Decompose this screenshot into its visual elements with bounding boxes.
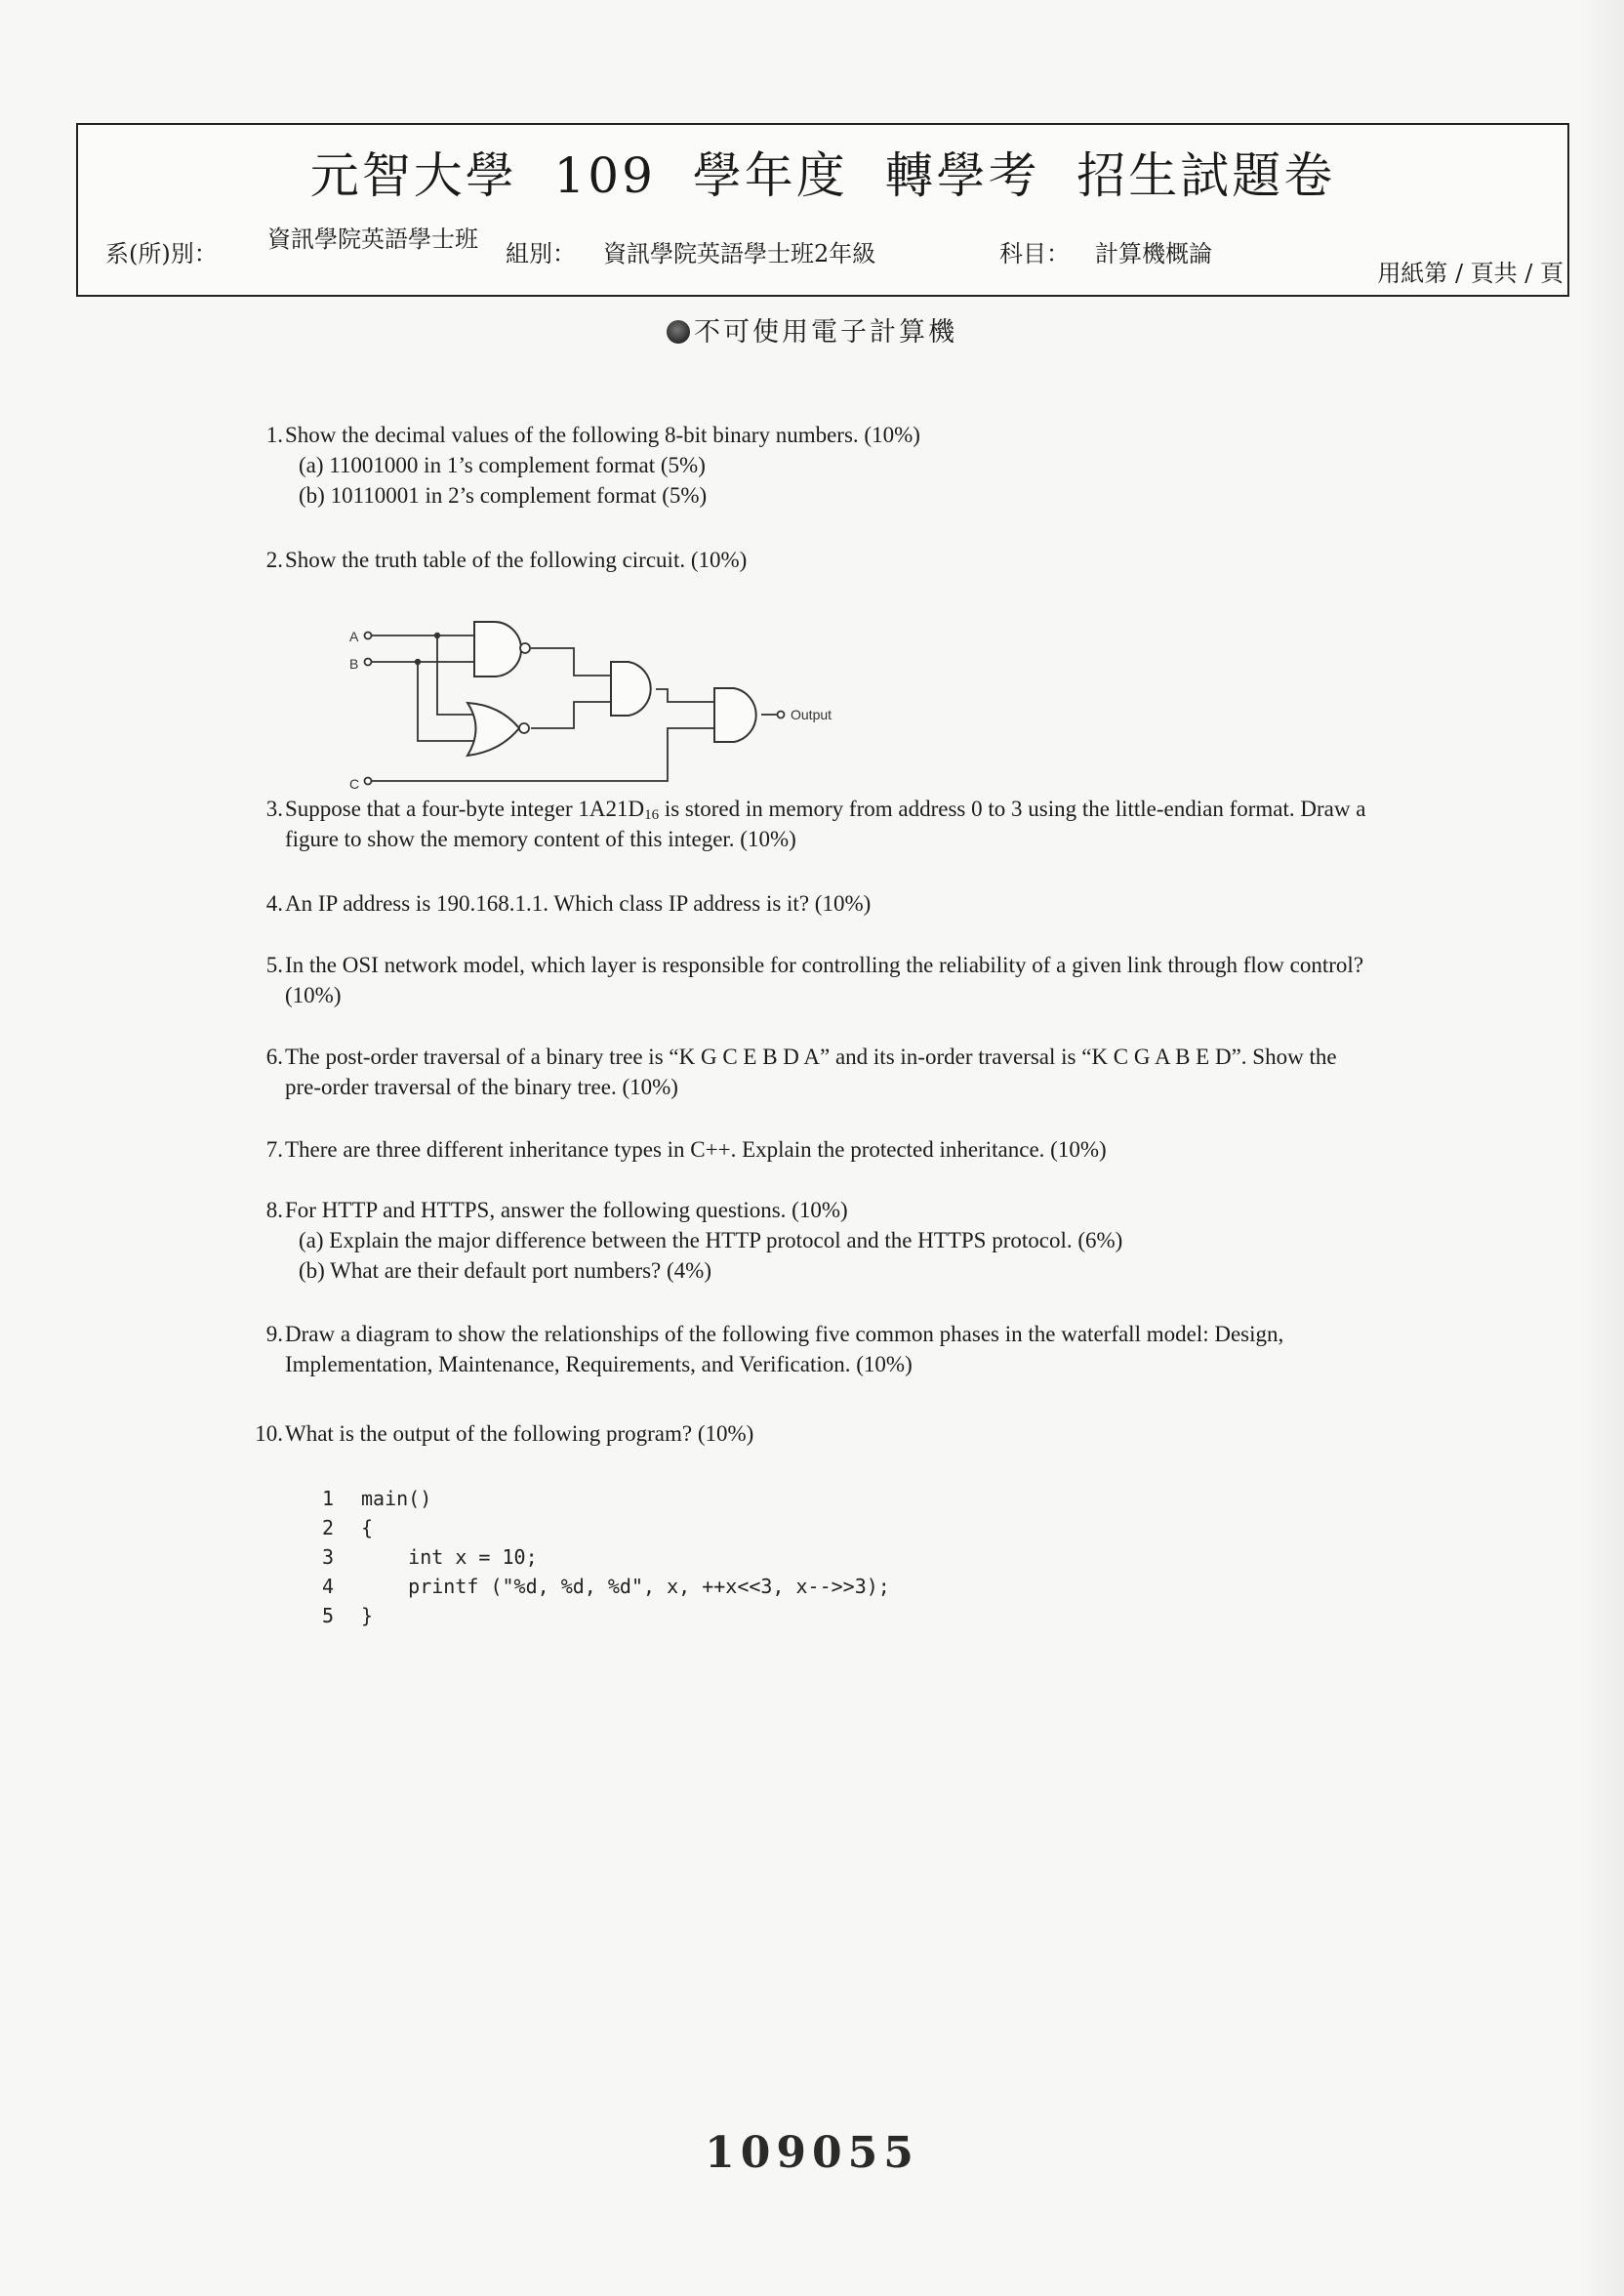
exam-serial-number: 109055 xyxy=(705,2128,919,2178)
nor-gate xyxy=(467,703,519,756)
question-number: 2. xyxy=(265,548,283,572)
question-number: 7. xyxy=(265,1137,283,1162)
input-label-b: B xyxy=(349,656,359,672)
department-value: 資訊學院英語學士班 xyxy=(267,226,478,253)
question-number: 8. xyxy=(265,1198,283,1222)
department-label: 系(所)別： xyxy=(105,240,218,267)
question-subpart: (b) 10110001 in 2’s complement format (5%) xyxy=(299,483,708,508)
wire-nor-out xyxy=(531,702,611,728)
input-label-c: C xyxy=(349,776,360,791)
notice-text: 不可使用電子計算機 xyxy=(694,317,957,348)
nor-bubble xyxy=(519,723,529,733)
question-number: 5. xyxy=(265,953,283,977)
question-number: 3. xyxy=(265,797,283,821)
group-label: 組別： xyxy=(506,240,576,267)
input-terminal-c xyxy=(365,778,372,785)
code-text: main() xyxy=(361,1487,432,1510)
output-label: Output xyxy=(791,707,832,722)
wire-b-to-nor xyxy=(418,662,483,741)
question-text: Show the truth table of the following circuit. (10%) xyxy=(285,548,748,572)
question-number: 4. xyxy=(265,891,283,916)
question-text-part: is stored in memory from address 0 to 3 using the little-endian format. Draw a figure to show the memory content of this integer. (10%) xyxy=(285,797,1366,851)
input-terminal-a xyxy=(365,633,372,639)
question-subpart: (a) Explain the major difference between the HTTP protocol and the HTTPS protocol. (6%) xyxy=(299,1228,1123,1252)
question-number: 9. xyxy=(265,1322,283,1346)
line-number: 3 xyxy=(322,1545,335,1569)
and-gate-2 xyxy=(714,688,756,742)
junction-a xyxy=(434,633,440,638)
line-number: 1 xyxy=(322,1487,335,1510)
subject-label: 科目： xyxy=(999,240,1070,267)
nand-gate xyxy=(474,622,521,676)
and-gate-1 xyxy=(611,662,651,716)
output-terminal xyxy=(778,712,785,718)
question-text-part: Suppose that a four-byte integer 1A21D xyxy=(285,797,645,821)
question-text: In the OSI network model, which layer is responsible for controlling the reliability of a given link through flow control? (10%) xyxy=(285,953,1364,1007)
code-line xyxy=(322,1484,890,1513)
code-line xyxy=(322,1542,890,1572)
question-number: 1. xyxy=(265,423,283,447)
question-text: An IP address is 190.168.1.1. Which class IP address is it? (10%) xyxy=(285,891,872,916)
code-text: } xyxy=(361,1604,374,1627)
nand-bubble xyxy=(520,643,530,653)
question-text: Show the decimal values of the following 8-bit binary numbers. (10%) xyxy=(285,423,920,447)
line-number: 5 xyxy=(322,1604,335,1627)
group-value: 資訊學院英語學士班2年級 xyxy=(603,240,876,267)
code-text: { xyxy=(361,1516,374,1539)
no-calculator-icon xyxy=(667,320,690,344)
input-terminal-b xyxy=(365,659,372,666)
code-line xyxy=(322,1601,890,1630)
code-text: int x = 10; xyxy=(361,1545,538,1569)
exam-header xyxy=(76,123,1569,297)
exam-meta-row xyxy=(78,223,1567,291)
code-text: printf ("%d, %d, %d", x, ++x<<3, x-->>3); xyxy=(361,1575,890,1598)
question-number: 10. xyxy=(255,1421,283,1446)
code-listing xyxy=(322,1484,890,1630)
exam-title: 元智大學 109 學年度 轉學考 招生試題卷 xyxy=(309,147,1336,204)
code-line xyxy=(322,1513,890,1542)
logic-circuit-diagram xyxy=(332,595,976,791)
page-count: 用紙第 / 頁共 / 頁 xyxy=(1377,260,1563,287)
wire-c xyxy=(371,728,714,781)
question-subpart: (b) What are their default port numbers? (4%) xyxy=(299,1258,711,1283)
calculator-notice xyxy=(0,310,1624,348)
subject-value: 計算機概論 xyxy=(1095,240,1212,267)
input-label-a: A xyxy=(349,629,359,644)
question-text: There are three different inheritance types in C++. Explain the protected inheritance. (10%) xyxy=(285,1137,1107,1162)
hex-subscript: 16 xyxy=(644,807,660,823)
wire-and1-out xyxy=(656,689,714,702)
question-subpart: (a) 11001000 in 1’s complement format (5%) xyxy=(299,453,706,477)
line-number: 4 xyxy=(322,1575,335,1598)
question-number: 6. xyxy=(265,1045,283,1069)
wire-nand-out xyxy=(531,648,611,676)
line-number: 2 xyxy=(322,1516,335,1539)
question-text: The post-order traversal of a binary tree is “K G C E B D A” and its in-order traversal is “K C G A B E D”. Show the pre-order traversal of the binary tree. (10%) xyxy=(285,1045,1337,1099)
question-text: Draw a diagram to show the relationships of the following five common phases in the waterfall model: Design, Implementation, Maintenance, Requirements, and Verification. (10%) xyxy=(285,1322,1284,1376)
question-text: For HTTP and HTTPS, answer the following questions. (10%) xyxy=(285,1198,848,1222)
junction-b xyxy=(415,659,421,665)
question-text: What is the output of the following program? (10%) xyxy=(285,1421,754,1446)
code-line xyxy=(322,1572,890,1601)
